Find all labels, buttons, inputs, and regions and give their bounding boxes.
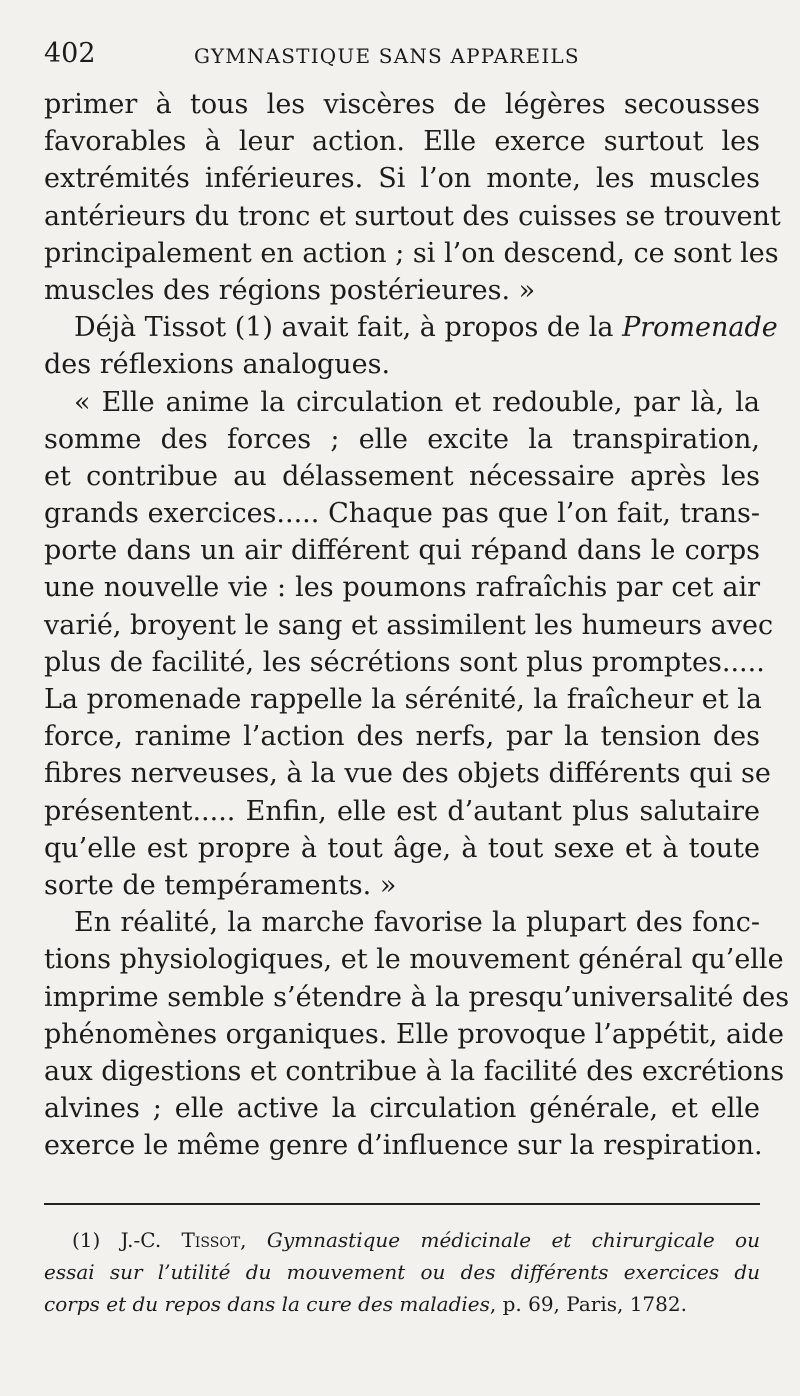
footnote-title-part-3: corps et du repos dans la cure des maladies [44,1292,490,1316]
footnote-marker: (1) J.-C. [72,1228,182,1252]
text-line: force, ranime l’action des nerfs, par la tension des [44,721,760,753]
text-line: grands exercices..... Chaque pas que l’on fait, trans- [44,498,760,530]
text-line: imprime semble s’étendre à la presqu’universalité des [44,981,790,1013]
footnote [44,1224,760,1320]
text-line: « Elle anime la circulation et redouble, par là, la [74,386,760,418]
page-number: 402 [44,38,96,69]
text-line: des réflexions analogues. [44,349,391,381]
text-line: présentent..... Enfin, elle est d’autant plus salutaire [44,795,760,827]
page-header [44,38,760,78]
text-line: phénomènes organiques. Elle provoque l’appétit, aide [44,1018,785,1050]
text-line: exerce le même genre d’influence sur la respiration. [44,1130,763,1162]
text-line: extrémités inférieures. Si l’on monte, les muscles [44,163,760,195]
text-line: qu’elle est propre à tout âge, à tout sexe et à toute [44,832,760,864]
text-line: En réalité, la marche favorise la plupart des fonc- [74,907,760,939]
footnote-separator: , [240,1228,267,1252]
text-line: varié, broyent le sang et assimilent les humeurs avec [44,609,774,641]
text-line: La promenade rappelle la sérénité, la fraîcheur et la [44,684,762,715]
footnote-line-2: essai sur l’utilité du mouvement ou des différents exercices du [44,1260,760,1284]
footnote-author: Tissot [181,1228,241,1252]
footnote-line-1 [44,1224,760,1256]
body-text [44,86,790,1164]
footnote-divider [44,1203,760,1205]
text-line: sorte de tempéraments. » [44,869,397,901]
text-line: principalement en action ; si l’on descend, ce sont les [44,237,779,269]
text-line: fibres nerveuses, à la vue des objets différents qui se [44,758,771,790]
text-line: porte dans un air différent qui répand dans le corps [44,535,760,567]
text-line: alvines ; elle active la circulation générale, et elle [44,1093,760,1125]
text-line: muscles des régions postérieures. » [44,274,536,306]
text-line: plus de facilité, les sécrétions sont plus promptes..... [44,646,765,678]
text-line: primer à tous les viscères de légères secousses [44,89,760,120]
footnote-citation: , p. 69, Paris, 1782. [489,1292,687,1316]
text-line: somme des forces ; elle excite la transpiration, [44,423,760,455]
footnote-title-part-1: Gymnastique médicinale et chirurgicale ou [266,1228,760,1252]
text-line: et contribue au délassement nécessaire après les [44,460,760,492]
text-line: tions physiologiques, et le mouvement général qu’elle [44,944,784,976]
text-line: favorables à leur action. Elle exerce surtout les [44,126,760,158]
text-line: aux digestions et contribue à la facilité des excrétions [44,1055,785,1087]
text-line-promenade [44,309,778,346]
running-title: GYMNASTIQUE SANS APPAREILS [194,44,580,68]
footnote-line-3 [44,1288,760,1320]
text-line: une nouvelle vie : les poumons rafraîchis par cet air [44,572,760,604]
text-line: antérieurs du tronc et surtout des cuisses se trouvent [44,200,781,232]
text-segment: Déjà Tissot (1) avait fait, à propos de la [74,312,623,344]
italic-promenade: Promenade [622,312,778,344]
